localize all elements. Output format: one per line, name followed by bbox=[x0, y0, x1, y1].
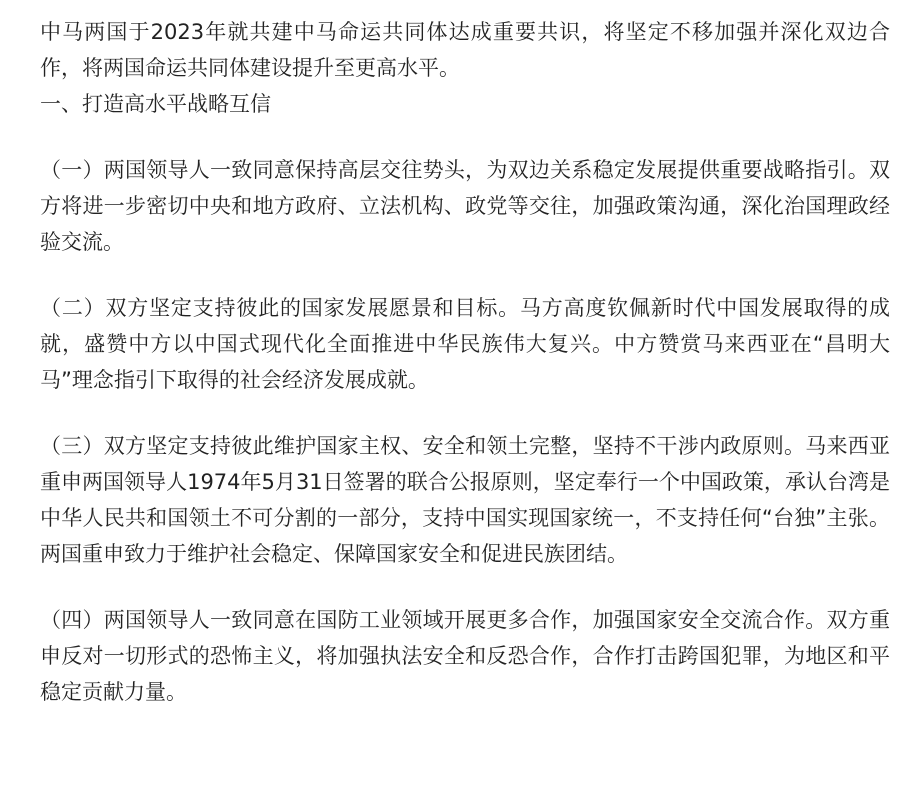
paragraph-3: （三）双方坚定支持彼此维护国家主权、安全和领土完整，坚持不干涉内政原则。马来西亚重申两国领导人1974年5月31日签署的联合公报原则，坚定奉行一个中国政策，承认台湾是中华人民共和国领土不可分割的一部分，支持中国实现国家统一，不支持任何“台独”主张。两国重申致力于维护社会稳定、保障国家安全和促进民族团结。 bbox=[40, 434, 890, 566]
intro-paragraph: 中马两国于2023年就共建中马命运共同体达成重要共识，将坚定不移加强并深化双边合作，将两国命运共同体建设提升至更高水平。 bbox=[40, 20, 890, 80]
paragraph-2: （二）双方坚定支持彼此的国家发展愿景和目标。马方高度钦佩新时代中国发展取得的成就，盛赞中方以中国式现代化全面推进中华民族伟大复兴。中方赞赏马来西亚在“昌明大马”理念指引下取得的社会经济发展成就。 bbox=[40, 296, 890, 392]
section-heading: 一、打造高水平战略互信 bbox=[40, 92, 271, 116]
paragraph-1: （一）两国领导人一致同意保持高层交往势头，为双边关系稳定发展提供重要战略指引。双方将进一步密切中央和地方政府、立法机构、政党等交往，加强政策沟通，深化治国理政经验交流。 bbox=[40, 158, 890, 254]
article-body bbox=[40, 14, 890, 710]
paragraph-4: （四）两国领导人一致同意在国防工业领域开展更多合作，加强国家安全交流合作。双方重申反对一切形式的恐怖主义，将加强执法安全和反恐合作，合作打击跨国犯罪，为地区和平稳定贡献力量。 bbox=[40, 608, 890, 704]
